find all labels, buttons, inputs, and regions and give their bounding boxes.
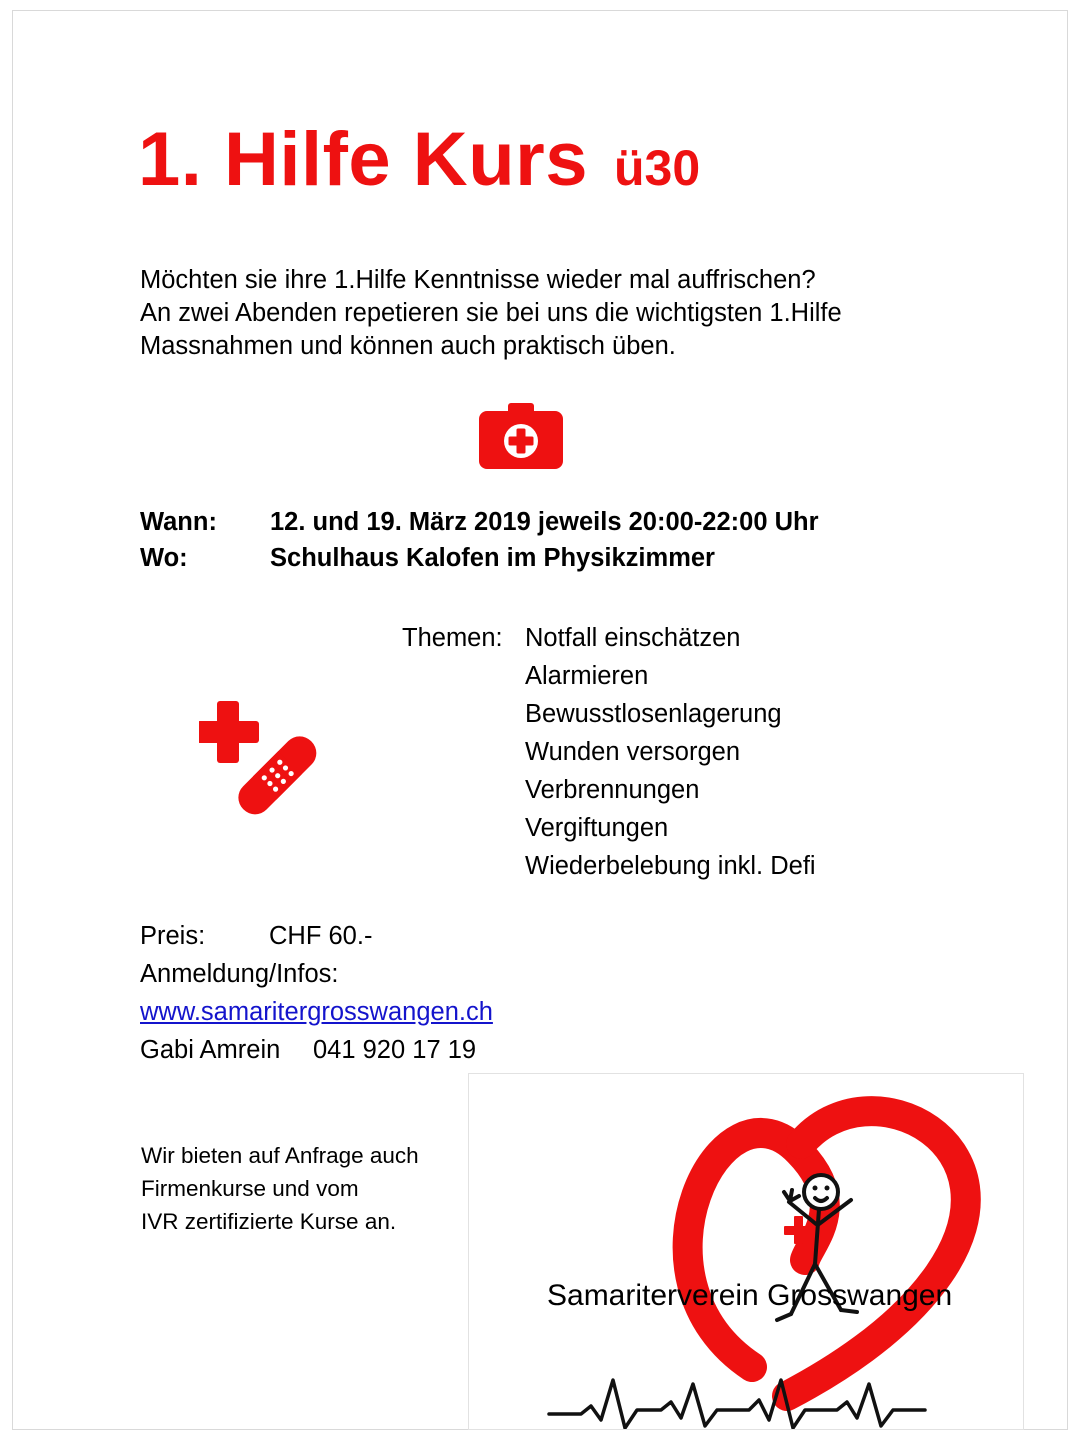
topic-item: Bewusstlosenlagerung	[525, 700, 782, 728]
intro-line-2: An zwei Abenden repetieren sie bei uns die wichtigsten 1.Hilfe	[140, 299, 842, 327]
note-line-2: Firmenkurse und vom	[141, 1176, 359, 1201]
additional-note	[141, 1139, 419, 1238]
bandage-cross-icon	[199, 697, 329, 827]
note-line-3: IVR zertifizierte Kurse an.	[141, 1209, 397, 1234]
heart-logo-icon	[469, 1074, 1024, 1430]
intro-line-3: Massnahmen und können auch praktisch üben.	[140, 332, 676, 360]
topic-item: Verbrennungen	[525, 776, 700, 804]
signup-label: Anmeldung/Infos:	[140, 960, 339, 988]
title-sub-text: ü30	[613, 140, 701, 196]
page-title	[138, 116, 700, 203]
topic-item: Wunden versorgen	[525, 738, 740, 766]
contact-block	[140, 917, 493, 1069]
intro-paragraph	[140, 264, 970, 363]
where-label: Wo:	[140, 544, 188, 572]
price-value: CHF 60.-	[269, 922, 373, 950]
contact-person-phone: 041 920 17 19	[313, 1036, 477, 1064]
topic-item: Wiederbelebung inkl. Defi	[525, 852, 816, 880]
topics-spacer	[402, 695, 525, 733]
event-details	[140, 504, 819, 576]
first-aid-kit-icon	[479, 403, 563, 469]
price-row	[140, 917, 493, 955]
price-label: Preis:	[140, 922, 206, 950]
topics-label: Themen:	[402, 624, 503, 652]
topic-item: Alarmieren	[525, 662, 649, 690]
topics-spacer	[402, 771, 525, 809]
event-where-row	[140, 540, 819, 576]
topics-first-row	[402, 619, 816, 657]
contact-person-row	[140, 1031, 493, 1069]
topics-block	[402, 619, 816, 885]
topics-spacer	[402, 847, 525, 885]
topic-item: Vergiftungen	[525, 814, 669, 842]
where-value: Schulhaus Kalofen im Physikzimmer	[270, 544, 715, 572]
logo-caption: Samariterverein Grosswangen	[547, 1279, 953, 1312]
website-link[interactable]: www.samaritergrosswangen.ch	[140, 998, 493, 1026]
event-when-row	[140, 504, 819, 540]
note-line-1: Wir bieten auf Anfrage auch	[141, 1143, 419, 1168]
topic-item: Notfall einschätzen	[525, 624, 741, 652]
topics-spacer	[402, 733, 525, 771]
topics-spacer	[402, 809, 525, 847]
organization-logo-card	[468, 1073, 1024, 1430]
topics-spacer	[402, 657, 525, 695]
title-main-text: 1. Hilfe Kurs	[138, 117, 588, 202]
contact-person-name: Gabi Amrein	[140, 1036, 281, 1064]
when-label: Wann:	[140, 508, 217, 536]
poster-page	[12, 10, 1068, 1430]
intro-line-1: Möchten sie ihre 1.Hilfe Kenntnisse wieder mal auffrischen?	[140, 266, 816, 294]
when-value: 12. und 19. März 2019 jeweils 20:00-22:00 Uhr	[270, 508, 819, 536]
